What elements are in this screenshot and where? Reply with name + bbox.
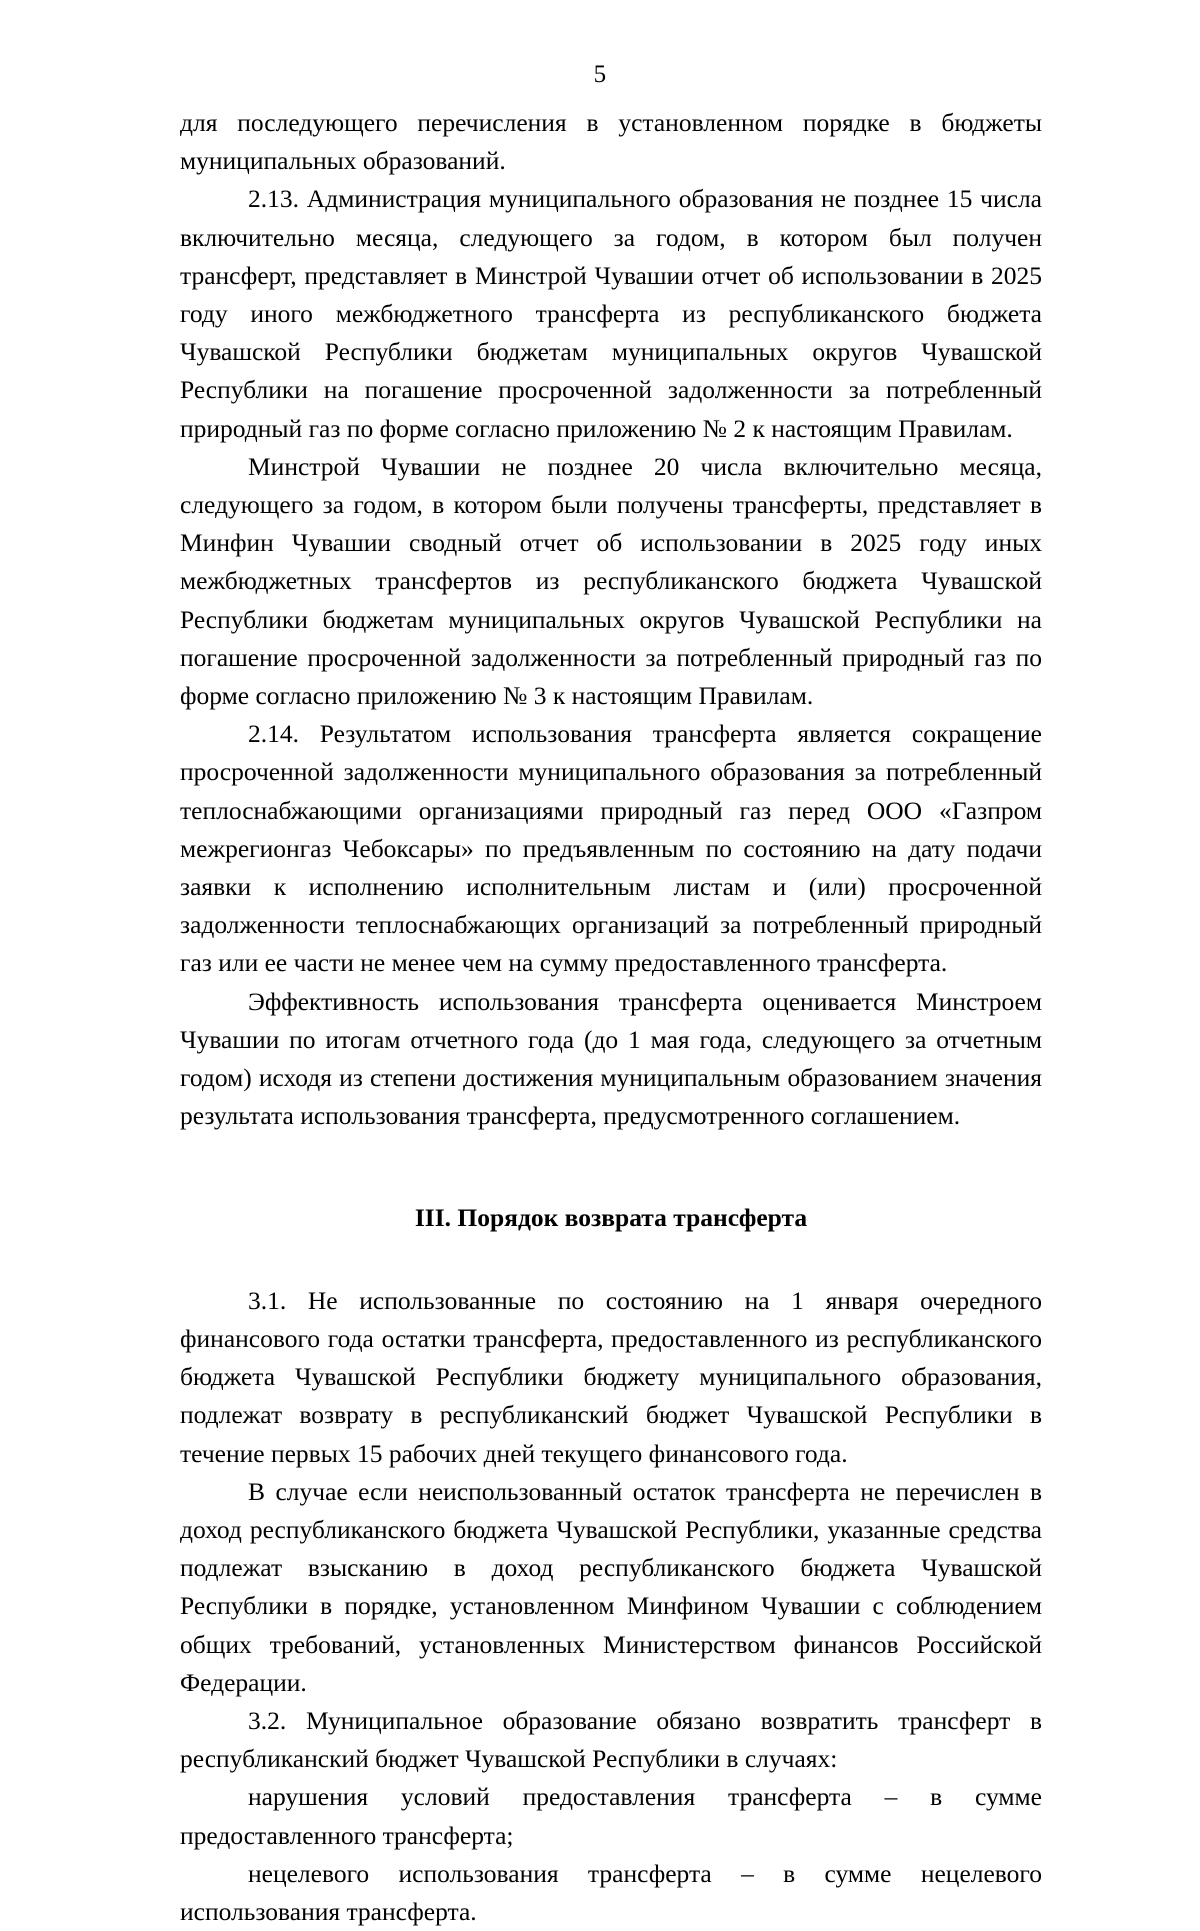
heading-spacer-below	[180, 1238, 1042, 1282]
document-body	[180, 104, 1042, 1931]
paragraph-3-2: 3.2. Муниципальное образование обязано возвратить трансферт в республиканский бюджет Чувашской Республики в случаях:	[180, 1705, 1042, 1774]
page-number: 5	[593, 61, 607, 88]
paragraph-2-14: 2.14. Результатом использования трансферта является сокращение просроченной задолженности муниципального образования за потребленный теплоснабжающими организациями природный газ перед ООО «Газпром межрегионгаз Чебоксары» по предъявленным по состоянию на дату подачи заявки к исполнению исполнительным листам и (или) просроченной задолженности теплоснабжающих организаций за потребленный природный газ или ее части не менее чем на сумму предоставленного трансферта.	[180, 719, 1042, 978]
paragraph-violation-of-conditions: нарушения условий предоставления трансферта – в сумме предоставленного трансферта;	[180, 1782, 1042, 1850]
paragraph-effectiveness: Эффективность использования трансферта оценивается Минстроем Чувашии по итогам отчетного года (до 1 мая года, следующего за отчетным годом) исходя из степени достижения муниципальным образованием значения результата использования трансферта, предусмотренного соглашением.	[180, 986, 1042, 1131]
paragraph-continuation: для последующего перечисления в установленном порядке в бюджеты муниципальных образований.	[180, 108, 1042, 176]
paragraph-unused-balance: В случае если неиспользованный остаток трансферта не перечислен в доход республиканского бюджета Чувашской Республики, указанные средства подлежат взысканию в доход республиканского бюджета Чувашской Республики в порядке, установленном Минфином Чувашии с соблюдением общих требований, установленных Министерством финансов Российской Федерации.	[180, 1476, 1042, 1697]
paragraph-minstroy-report: Минстрой Чувашии не позднее 20 числа включительно месяца, следующего за годом, в котором были получены трансферты, представляет в Минфин Чувашии сводный отчет об использовании в 2025 году иных межбюджетных трансфертов из республиканского бюджета Чувашской Республики бюджетам муниципальных округов Чувашской Республики на погашение просроченной задолженности за потребленный природный газ по форме согласно приложению № 3 к настоящим Правилам.	[180, 451, 1042, 711]
section-heading-iii: III. Порядок возврата трансферта	[414, 1203, 808, 1233]
paragraph-misuse-of-transfer: нецелевого использования трансферта – в сумме нецелевого использования трансферта.	[180, 1858, 1042, 1926]
paragraph-2-13: 2.13. Администрация муниципального образования не позднее 15 числа включительно месяца, следующего за годом, в котором был получен трансферт, представляет в Минстрой Чувашии отчет об использовании в 2025 году иного межбюджетного трансферта из республиканского бюджета Чувашской Республики бюджетам муниципальных округов Чувашской Республики на погашение просроченной задолженности за потребленный природный газ по форме согласно приложению № 2 к настоящим Правилам.	[180, 184, 1042, 443]
paragraph-3-1: 3.1. Не использованные по состоянию на 1 января очередного финансового года остатки трансферта, предоставленного из республиканского бюджета Чувашской Республики бюджету муниципального образования, подлежат возврату в республиканский бюджет Чувашской Республики в течение первых 15 рабочих дней текущего финансового года.	[180, 1285, 1042, 1468]
heading-spacer-above	[180, 1135, 1042, 1199]
